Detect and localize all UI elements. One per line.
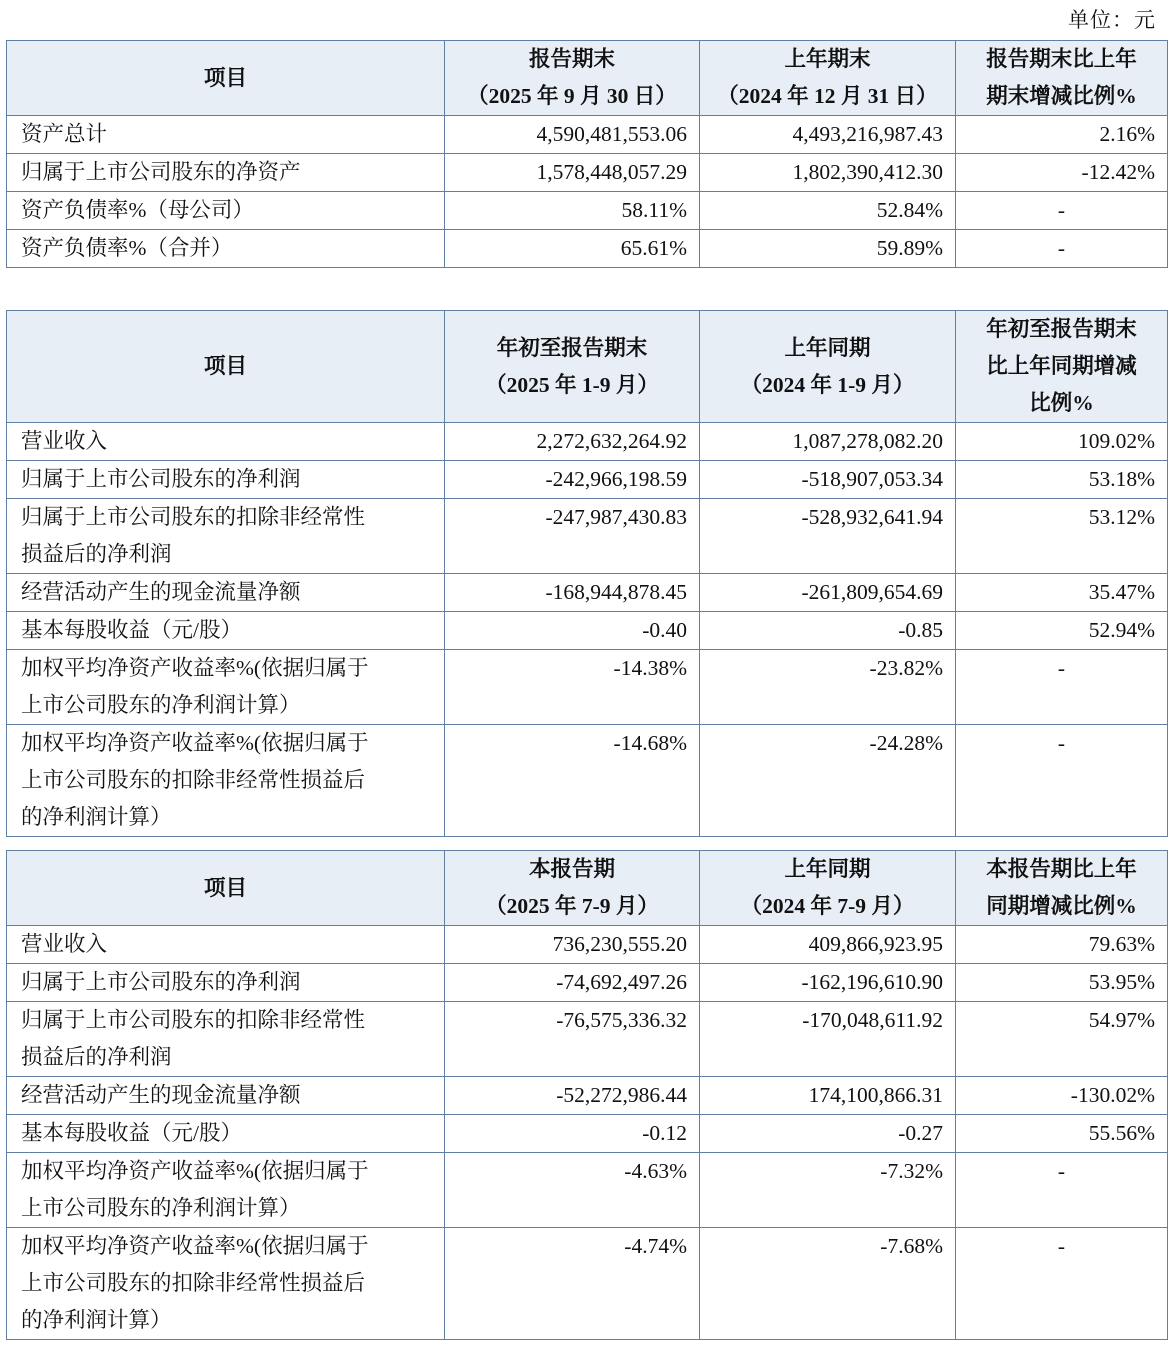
header-row <box>7 851 1168 926</box>
table-row <box>7 926 1168 964</box>
header-item: 项目 <box>7 851 445 926</box>
cell-v2: -170,048,611.92 <box>700 1002 956 1077</box>
cell-v1: 65.61% <box>445 230 700 268</box>
text-line: 加权平均净资产收益率%(依据归属于 <box>21 1159 369 1183</box>
text-line: 加权平均净资产收益率%(依据归属于 <box>21 731 369 755</box>
cell-v2: 4,493,216,987.43 <box>700 116 956 154</box>
header-col2 <box>700 311 956 423</box>
cell-v3: 109.02% <box>956 423 1168 461</box>
text-line: 上市公司股东的净利润计算） <box>21 693 301 717</box>
ytd-performance-table <box>6 310 1168 837</box>
table-row <box>7 964 1168 1002</box>
cell-v2: -24.28% <box>700 725 956 837</box>
text-line: 营业收入 <box>21 932 108 956</box>
table-row <box>7 423 1168 461</box>
text-line: 损益后的净利润 <box>21 542 172 566</box>
table-row <box>7 1153 1168 1228</box>
cell-v3: -130.02% <box>956 1077 1168 1115</box>
text-line: 资产负债率%（母公司） <box>21 198 254 222</box>
cell-v3: 53.95% <box>956 964 1168 1002</box>
cell-v2: 174,100,866.31 <box>700 1077 956 1115</box>
cell-v1: -14.38% <box>445 650 700 725</box>
row-label <box>7 230 445 268</box>
quarter-performance-table <box>6 850 1168 1340</box>
text-line: 本报告期 <box>528 857 615 881</box>
unit-label: 单位：元 <box>1068 8 1156 32</box>
table-row <box>7 1002 1168 1077</box>
cell-v2: -0.85 <box>700 612 956 650</box>
text-line: 本报告期比上年 <box>986 857 1137 881</box>
cell-v2: -7.32% <box>700 1153 956 1228</box>
cell-v1: -4.74% <box>445 1228 700 1340</box>
text-line: （2025 年 1-9 月） <box>485 372 659 397</box>
table-row <box>7 192 1168 230</box>
row-label <box>7 461 445 499</box>
table-row <box>7 1077 1168 1115</box>
table-row <box>7 116 1168 154</box>
cell-v1: -247,987,430.83 <box>445 499 700 574</box>
text-line: （2025 年 7-9 月） <box>485 894 659 918</box>
cell-v3: - <box>956 1153 1168 1228</box>
row-label <box>7 926 445 964</box>
header-item: 项目 <box>7 41 445 116</box>
table-row <box>7 230 1168 268</box>
text-line: 归属于上市公司股东的扣除非经常性 <box>21 1008 366 1032</box>
text-line: 资产总计 <box>21 122 108 146</box>
cell-v2: -162,196,610.90 <box>700 964 956 1002</box>
row-label <box>7 499 445 574</box>
header-col3 <box>956 41 1168 116</box>
text-line: 资产负债率%（合并） <box>21 236 233 260</box>
text-line: 归属于上市公司股东的扣除非经常性 <box>21 505 366 529</box>
cell-v3: 2.16% <box>956 116 1168 154</box>
text-line: 加权平均净资产收益率%(依据归属于 <box>21 1234 369 1258</box>
header-col2 <box>700 41 956 116</box>
table-row <box>7 650 1168 725</box>
text-line: 年初至报告期末 <box>496 335 648 360</box>
table-row <box>7 574 1168 612</box>
header-row <box>7 311 1168 423</box>
cell-v1: 1,578,448,057.29 <box>445 154 700 192</box>
header-row <box>7 41 1168 116</box>
cell-v1: 2,272,632,264.92 <box>445 423 700 461</box>
row-label <box>7 423 445 461</box>
cell-v2: -7.68% <box>700 1228 956 1340</box>
cell-v1: 4,590,481,553.06 <box>445 116 700 154</box>
header-col1 <box>445 41 700 116</box>
text-line: 的净利润计算） <box>21 1308 172 1332</box>
header-col1 <box>445 851 700 926</box>
balance-sheet-table <box>6 40 1168 268</box>
text-line: 比例% <box>1029 391 1094 415</box>
cell-v1: -242,966,198.59 <box>445 461 700 499</box>
cell-v3: - <box>956 650 1168 725</box>
text-line: 上市公司股东的净利润计算） <box>21 1196 301 1220</box>
cell-v1: -74,692,497.26 <box>445 964 700 1002</box>
cell-v3: -12.42% <box>956 154 1168 192</box>
table-row <box>7 725 1168 837</box>
cell-v1: -4.63% <box>445 1153 700 1228</box>
cell-v3: - <box>956 725 1168 837</box>
row-label <box>7 650 445 725</box>
text-line: 年初至报告期末 <box>986 317 1137 341</box>
table-row <box>7 1115 1168 1153</box>
cell-v3: 53.12% <box>956 499 1168 574</box>
cell-v1: 736,230,555.20 <box>445 926 700 964</box>
cell-v2: 1,802,390,412.30 <box>700 154 956 192</box>
text-line: 报告期末 <box>528 47 615 71</box>
text-line: 报告期末比上年 <box>986 47 1137 71</box>
cell-v3: 55.56% <box>956 1115 1168 1153</box>
cell-v2: -261,809,654.69 <box>700 574 956 612</box>
cell-v1: -0.12 <box>445 1115 700 1153</box>
table-row <box>7 499 1168 574</box>
header-col3 <box>956 311 1168 423</box>
row-label <box>7 964 445 1002</box>
text-line: 比上年同期增减 <box>986 354 1137 378</box>
cell-v2: 1,087,278,082.20 <box>700 423 956 461</box>
row-label <box>7 1153 445 1228</box>
row-label <box>7 1115 445 1153</box>
table-row <box>7 154 1168 192</box>
header-col3 <box>956 851 1168 926</box>
text-line: 基本每股收益（元/股） <box>21 1121 242 1145</box>
text-line: 归属于上市公司股东的净利润 <box>21 970 301 994</box>
text-line: （2024 年 7-9 月） <box>740 894 915 918</box>
text-line: 经营活动产生的现金流量净额 <box>21 580 301 604</box>
cell-v3: - <box>956 230 1168 268</box>
row-label <box>7 116 445 154</box>
cell-v3: 52.94% <box>956 612 1168 650</box>
cell-v1: -0.40 <box>445 612 700 650</box>
text-line: 损益后的净利润 <box>21 1045 172 1069</box>
row-label <box>7 574 445 612</box>
header-col1 <box>445 311 700 423</box>
text-line: 同期增减比例% <box>986 894 1137 918</box>
cell-v1: 58.11% <box>445 192 700 230</box>
cell-v1: -14.68% <box>445 725 700 837</box>
row-label <box>7 1228 445 1340</box>
row-label <box>7 1002 445 1077</box>
cell-v3: - <box>956 1228 1168 1340</box>
text-line: 归属于上市公司股东的净利润 <box>21 467 301 491</box>
cell-v1: -76,575,336.32 <box>445 1002 700 1077</box>
text-line: 上市公司股东的扣除非经常性损益后 <box>21 768 366 792</box>
text-line: 的净利润计算） <box>21 805 172 829</box>
text-line: （2025 年 9 月 30 日） <box>467 84 677 108</box>
cell-v2: -528,932,641.94 <box>700 499 956 574</box>
cell-v2: -518,907,053.34 <box>700 461 956 499</box>
cell-v2: -23.82% <box>700 650 956 725</box>
text-line: （2024 年 1-9 月） <box>740 372 915 397</box>
cell-v3: 79.63% <box>956 926 1168 964</box>
row-label <box>7 725 445 837</box>
cell-v3: 35.47% <box>956 574 1168 612</box>
text-line: 归属于上市公司股东的净资产 <box>21 160 301 184</box>
text-line: 上年同期 <box>784 335 871 360</box>
table-row <box>7 612 1168 650</box>
text-line: 加权平均净资产收益率%(依据归属于 <box>21 656 369 680</box>
text-line: 基本每股收益（元/股） <box>21 618 242 642</box>
cell-v3: 53.18% <box>956 461 1168 499</box>
row-label <box>7 1077 445 1115</box>
text-line: 上年同期 <box>784 857 871 881</box>
cell-v3: 54.97% <box>956 1002 1168 1077</box>
table-row <box>7 1228 1168 1340</box>
row-label <box>7 612 445 650</box>
table-row <box>7 461 1168 499</box>
cell-v2: -0.27 <box>700 1115 956 1153</box>
text-line: 期末增减比例% <box>986 84 1137 108</box>
cell-v3: - <box>956 192 1168 230</box>
row-label <box>7 154 445 192</box>
header-col2 <box>700 851 956 926</box>
row-label <box>7 192 445 230</box>
cell-v1: -52,272,986.44 <box>445 1077 700 1115</box>
cell-v2: 59.89% <box>700 230 956 268</box>
text-line: （2024 年 12 月 31 日） <box>717 84 938 108</box>
cell-v1: -168,944,878.45 <box>445 574 700 612</box>
cell-v2: 409,866,923.95 <box>700 926 956 964</box>
text-line: 上市公司股东的扣除非经常性损益后 <box>21 1271 366 1295</box>
text-line: 经营活动产生的现金流量净额 <box>21 1083 301 1107</box>
header-item: 项目 <box>7 311 445 423</box>
text-line: 营业收入 <box>21 429 108 453</box>
cell-v2: 52.84% <box>700 192 956 230</box>
text-line: 上年期末 <box>784 47 871 71</box>
